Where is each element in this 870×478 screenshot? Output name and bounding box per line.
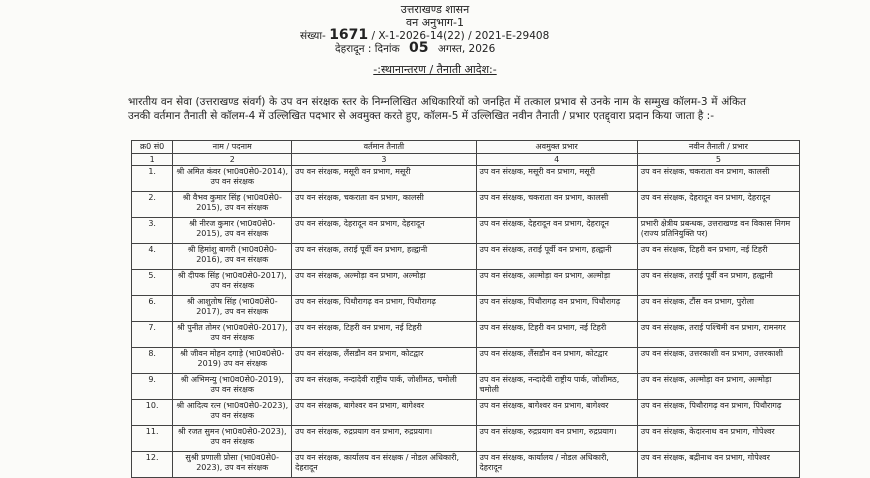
cell-current: उप वन संरक्षक, टिहरी वन प्रभाग, नई टिहरी	[292, 322, 476, 348]
cell-sn: 1.	[132, 166, 173, 192]
cell-current: उप वन संरक्षक, लैंसडौन वन प्रभाग, कोटद्वार	[292, 348, 476, 374]
header-new: नवीन तैनाती / प्रभार	[637, 141, 799, 154]
cell-new: उप वन संरक्षक, देहरादून वन प्रभाग, देहरादून	[637, 192, 799, 218]
cell-new: उप वन संरक्षक, केदारनाथ वन प्रभाग, गोपेश्वर	[637, 426, 799, 452]
cell-sn: 2.	[132, 192, 173, 218]
cell-relieved: उप वन संरक्षक, नन्दादेवी राष्ट्रीय पार्क, जोशीमठ, चमोली	[476, 374, 637, 400]
cell-relieved: उप वन संरक्षक, अल्मोड़ा वन प्रभाग, अल्मोड़ा	[476, 270, 637, 296]
colnum-5: 5	[637, 153, 799, 166]
section-name: वन अनुभाग-1	[406, 16, 464, 29]
header-relieved: अवमुक्त प्रभार	[476, 141, 637, 154]
cell-relieved: उप वन संरक्षक, कार्यालय / नोडल अधिकारी, देहरादून	[476, 452, 637, 478]
cell-current: उप वन संरक्षक, तराई पूर्वी वन प्रभाग, हल्द्वानी	[292, 244, 476, 270]
table-row	[132, 296, 800, 322]
header-name: नाम / पदनाम	[173, 141, 292, 154]
cell-sn: 9.	[132, 374, 173, 400]
cell-current: उप वन संरक्षक, देहरादून वन प्रभाग, देहरादून	[292, 218, 476, 244]
place-date-line	[335, 42, 495, 55]
header-serial: क्र0 सं0	[132, 141, 173, 154]
cell-new: उप वन संरक्षक, तराई पूर्वी वन प्रभाग, हल्द्वानी	[637, 270, 799, 296]
table-row	[132, 400, 800, 426]
table-row	[132, 244, 800, 270]
cell-new: उप वन संरक्षक, पिथौरागढ़ वन प्रभाग, पिथौरागढ़	[637, 400, 799, 426]
cell-name: श्री आशुतोष सिंह (भा0व0से0-2017), उप वन संरक्षक	[173, 296, 292, 322]
cell-current: उप वन संरक्षक, रुद्रप्रयाग वन प्रभाग, रुद्रप्रयाग।	[292, 426, 476, 452]
table-row	[132, 348, 800, 374]
order-reference: / X-1-2026-14(22) / 2021-E-29408	[371, 30, 550, 42]
date-rest: अगस्त, 2026	[437, 43, 496, 55]
cell-name: श्री दीपक सिंह (भा0व0से0-2017), उप वन संरक्षक	[173, 270, 292, 296]
cell-sn: 7.	[132, 322, 173, 348]
cell-current: उप वन संरक्षक, अल्मोड़ा वन प्रभाग, अल्मोड़ा	[292, 270, 476, 296]
cell-current: उप वन संरक्षक, मसूरी वन प्रभाग, मसूरी	[292, 166, 476, 192]
table-row	[132, 426, 800, 452]
header-current: वर्तमान तैनाती	[292, 141, 476, 154]
cell-current: उप वन संरक्षक, नन्दादेवी राष्ट्रीय पार्क, जोशीमठ, चमोली	[292, 374, 476, 400]
cell-name: श्री वैभव कुमार सिंह (भा0व0से0-2015), उप वन संरक्षक	[173, 192, 292, 218]
date-day: 05	[409, 40, 429, 56]
cell-current: उप वन संरक्षक, बागेश्वर वन प्रभाग, बागेश्वर	[292, 400, 476, 426]
cell-sn: 11.	[132, 426, 173, 452]
table-row	[132, 374, 800, 400]
cell-sn: 3.	[132, 218, 173, 244]
order-prefix: संख्या-	[300, 30, 326, 42]
table-row	[132, 322, 800, 348]
cell-relieved: उप वन संरक्षक, देहरादून वन प्रभाग, देहरादून	[476, 218, 637, 244]
govt-name: उत्तराखण्ड शासन	[400, 3, 470, 16]
cell-relieved: उप वन संरक्षक, लैंसडौन वन प्रभाग, कोटद्वार	[476, 348, 637, 374]
cell-current: उप वन संरक्षक, कार्यालय वन संरक्षक / नोडल अधिकारी, देहरादून	[292, 452, 476, 478]
cell-relieved: उप वन संरक्षक, बागेश्वर वन प्रभाग, बागेश्वर	[476, 400, 637, 426]
cell-relieved: उप वन संरक्षक, पिथौरागढ़ वन प्रभाग, पिथौरागढ़	[476, 296, 637, 322]
cell-name: श्री रजत सुमन (भा0व0से0-2023), उप वन संरक्षक	[173, 426, 292, 452]
colnum-1: 1	[132, 153, 173, 166]
cell-name: श्री जीवन मोहन दगाड़े (भा0व0से0-2019) उप वन संरक्षक	[173, 348, 292, 374]
cell-new: प्रभारी क्षेत्रीय प्रबन्धक, उत्तराखण्ड वन विकास निगम (राज्य प्रतिनियुक्ति पर)	[637, 218, 799, 244]
cell-new: उप वन संरक्षक, अल्मोड़ा वन प्रभाग, अल्मोड़ा	[637, 374, 799, 400]
table-row	[132, 218, 800, 244]
table-row	[132, 452, 800, 478]
cell-current: उप वन संरक्षक, चकराता वन प्रभाग, कालसी	[292, 192, 476, 218]
cell-relieved: उप वन संरक्षक, चकराता वन प्रभाग, कालसी	[476, 192, 637, 218]
cell-sn: 4.	[132, 244, 173, 270]
cell-current: उप वन संरक्षक, पिथौरागढ़ वन प्रभाग, पिथौरागढ़	[292, 296, 476, 322]
colnum-3: 3	[292, 153, 476, 166]
cell-sn: 6.	[132, 296, 173, 322]
order-number: 1671	[329, 27, 369, 43]
cell-relieved: उप वन संरक्षक, टिहरी वन प्रभाग, नई टिहरी	[476, 322, 637, 348]
cell-name: सुश्री प्रणाली प्रोसा (भा0व0से0-2023), उप वन संरक्षक	[173, 452, 292, 478]
order-title: -:स्थानान्तरण / तैनाती आदेश:-	[373, 63, 497, 76]
cell-new: उप वन संरक्षक, टौंस वन प्रभाग, पुरोला	[637, 296, 799, 322]
cell-new: उप वन संरक्षक, चकराता वन प्रभाग, कालसी	[637, 166, 799, 192]
colnum-2: 2	[173, 153, 292, 166]
cell-relieved: उप वन संरक्षक, रुद्रप्रयाग वन प्रभाग, रुद्रप्रयाग।	[476, 426, 637, 452]
table-row	[132, 166, 800, 192]
table-header-row	[132, 141, 800, 154]
cell-sn: 12.	[132, 452, 173, 478]
cell-sn: 5.	[132, 270, 173, 296]
table-row	[132, 192, 800, 218]
table-row	[132, 270, 800, 296]
cell-name: श्री हिमांशु बागरी (भा0व0से0-2016), उप वन संरक्षक	[173, 244, 292, 270]
cell-relieved: उप वन संरक्षक, मसूरी वन प्रभाग, मसूरी	[476, 166, 637, 192]
cell-sn: 10.	[132, 400, 173, 426]
table-colnum-row	[132, 153, 800, 166]
place-date-prefix: देहरादून : दिनांक	[335, 43, 400, 55]
cell-new: उप वन संरक्षक, उत्तरकाशी वन प्रभाग, उत्तरकाशी	[637, 348, 799, 374]
cell-name: श्री अमित कंवर (भा0व0से0-2014), उप वन संरक्षक	[173, 166, 292, 192]
cell-new: उप वन संरक्षक, टिहरी वन प्रभाग, नई टिहरी	[637, 244, 799, 270]
cell-name: श्री पुनीत तोमर (भा0व0से0-2017), उप वन संरक्षक	[173, 322, 292, 348]
cell-sn: 8.	[132, 348, 173, 374]
intro-paragraph: भारतीय वन सेवा (उत्तराखण्ड संवर्ग) के उप वन संरक्षक स्तर के निम्नलिखित अधिकारियों को जनहित में तत्काल प्रभाव से उनके नाम के सम्मुख कॉलम-3 में अंकित उनकी वर्तमान तैनाती से कॉलम-4 में उल्लिखित पदभार से अवमुक्त करते हुए, कॉलम-5 में उल्लिखित नवीन तैनाती / प्रभार एतद्द्वारा प्रदान किया जाता है :-	[128, 96, 746, 122]
cell-name: श्री नीरज कुमार (भा0व0से0-2015), उप वन संरक्षक	[173, 218, 292, 244]
cell-new: उप वन संरक्षक, तराई पश्चिमी वन प्रभाग, रामनगर	[637, 322, 799, 348]
cell-name: श्री आदित्य रत्न (भा0व0से0-2023), उप वन संरक्षक	[173, 400, 292, 426]
cell-new: उप वन संरक्षक, बद्रीनाथ वन प्रभाग, गोपेश्वर	[637, 452, 799, 478]
transfer-table	[131, 140, 800, 478]
colnum-4: 4	[476, 153, 637, 166]
cell-name: श्री अभिमन्यु (भा0व0से0-2019), उप वन संरक्षक	[173, 374, 292, 400]
cell-relieved: उप वन संरक्षक, तराई पूर्वी वन प्रभाग, हल्द्वानी	[476, 244, 637, 270]
